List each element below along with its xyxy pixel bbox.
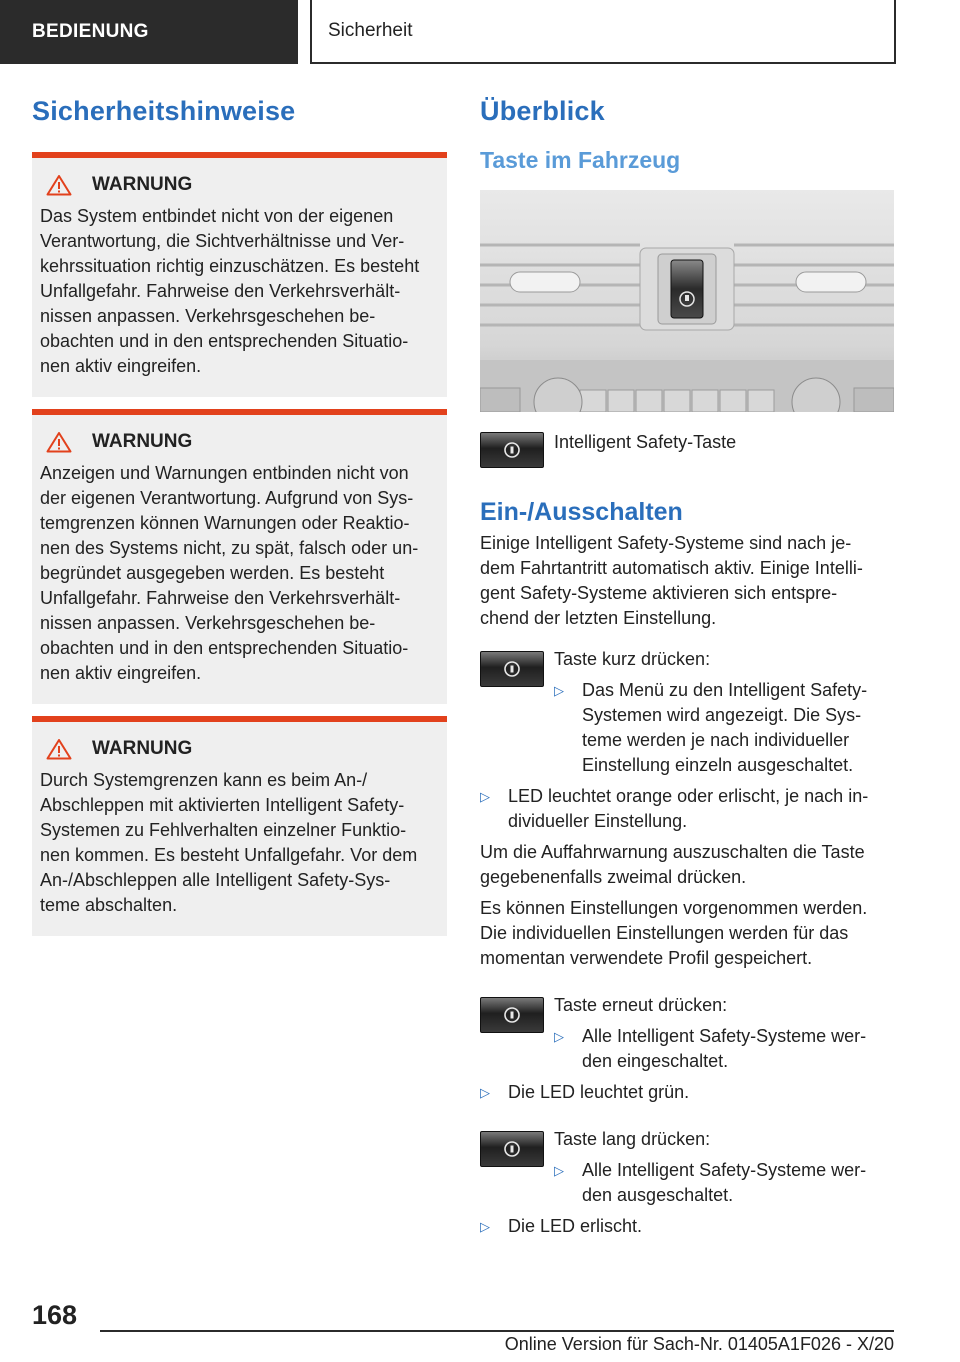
warning-box-1 bbox=[32, 152, 447, 397]
again-press-label: Taste erneut drücken: bbox=[554, 995, 728, 1015]
safety-button-icon bbox=[480, 651, 544, 687]
text-line: Einstellung einzeln ausgeschaltet. bbox=[582, 755, 854, 775]
footer-version-text: Online Version für Sach-Nr. 01405A1F026 - X/20 bbox=[504, 1334, 894, 1354]
text-line: begründet ausgegeben werden. Es besteht bbox=[40, 563, 385, 583]
text-line: dividueller Einstellung. bbox=[508, 811, 688, 831]
safety-button-icon bbox=[480, 1131, 544, 1167]
footer-divider bbox=[100, 1330, 894, 1332]
bullet-triangle-icon: ▷ bbox=[480, 789, 490, 804]
bullet-text bbox=[582, 678, 867, 778]
header-chapter-label: Sicherheit bbox=[328, 20, 413, 41]
text-line: nen aktiv eingreifen. bbox=[40, 663, 202, 683]
text-line: Das Menü zu den Intelligent Safety- bbox=[582, 680, 868, 700]
text-line: Alle Intelligent Safety-Systeme wer- bbox=[582, 1026, 867, 1046]
warning-triangle-icon bbox=[46, 174, 72, 196]
list-item bbox=[554, 1024, 866, 1074]
text-line: Unfallgefahr. Fahrweise den Verkehrsverhält- bbox=[40, 281, 401, 301]
text-line: Das System entbindet nicht von der eigenen bbox=[40, 206, 394, 226]
text-line: nen kommen. Es besteht Unfallgefahr. Vor dem bbox=[40, 845, 418, 865]
text-line: An-/Abschleppen alle Intelligent Safety-Sys- bbox=[40, 870, 391, 890]
text-line: nen des Systems nicht, zu spät, falsch oder un- bbox=[40, 538, 419, 558]
page-number: 168 bbox=[32, 1300, 78, 1330]
text-line: Um die Auffahrwarnung auszuschalten die Taste bbox=[480, 842, 865, 862]
bullet-triangle-icon: ▷ bbox=[554, 1163, 564, 1178]
text-line: Systemen wird angezeigt. Die Sys- bbox=[582, 705, 862, 725]
left-column bbox=[32, 96, 447, 936]
warning-triangle-icon bbox=[46, 738, 72, 760]
text-line: den ausgeschaltet. bbox=[582, 1185, 734, 1205]
intro-paragraph bbox=[480, 531, 894, 631]
text-line: teme abschalten. bbox=[40, 895, 178, 915]
text-line: nen aktiv eingreifen. bbox=[40, 356, 202, 376]
warning-text bbox=[40, 461, 439, 686]
text-line: nissen anpassen. Verkehrsgeschehen be- bbox=[40, 306, 376, 326]
paragraph bbox=[480, 896, 894, 971]
warning-label: WARNUNG bbox=[92, 174, 193, 195]
subsection-title-button: Taste im Fahrzeug bbox=[480, 147, 681, 173]
header-section bbox=[0, 0, 298, 64]
warning-label: WARNUNG bbox=[92, 431, 193, 452]
bullet-triangle-icon: ▷ bbox=[554, 1029, 564, 1044]
safety-button-icon bbox=[480, 432, 544, 468]
long-press-block bbox=[480, 1127, 894, 1208]
button-caption-row bbox=[480, 428, 894, 468]
text-line: obachten und in den entsprechenden Situatio- bbox=[40, 638, 409, 658]
right-column bbox=[480, 96, 894, 1239]
text-line: momentan verwendete Profil gespeichert. bbox=[480, 948, 813, 968]
list-item bbox=[480, 1214, 894, 1239]
warning-head bbox=[40, 174, 439, 196]
text-line: gent Safety-Systeme aktivieren sich entspre- bbox=[480, 583, 838, 603]
text-line: Es können Einstellungen vorgenommen werden. bbox=[480, 898, 868, 918]
long-press-content bbox=[554, 1127, 866, 1208]
header-chapter bbox=[310, 0, 896, 64]
warning-head bbox=[40, 431, 439, 453]
text-line: Die individuellen Einstellungen werden für das bbox=[480, 923, 849, 943]
text-line: nissen anpassen. Verkehrsgeschehen be- bbox=[40, 613, 376, 633]
text-line: dem Fahrtantritt automatisch aktiv. Einige Intelli- bbox=[480, 558, 863, 578]
header-section-label: BEDIENUNG bbox=[32, 21, 149, 42]
console-photo-graphic bbox=[480, 190, 894, 412]
subsection-title-onoff: Ein-/Ausschalten bbox=[480, 498, 683, 526]
bullet-text: Die LED leuchtet grün. bbox=[508, 1082, 690, 1102]
text-line: kehrssituation richtig einzuschätzen. Es besteht bbox=[40, 256, 420, 276]
text-line: Alle Intelligent Safety-Systeme wer- bbox=[582, 1160, 867, 1180]
warning-box-2 bbox=[32, 409, 447, 704]
paragraph bbox=[480, 840, 894, 890]
safety-button-icon bbox=[480, 997, 544, 1033]
text-line: temgrenzen können Warnungen oder Reaktio- bbox=[40, 513, 410, 533]
text-line: Unfallgefahr. Fahrweise den Verkehrsverhält- bbox=[40, 588, 401, 608]
again-press-content bbox=[554, 993, 866, 1074]
text-line: Verantwortung, die Sichtverhältnisse und Ver- bbox=[40, 231, 405, 251]
bullet-text bbox=[508, 784, 868, 834]
bullet-text bbox=[582, 1158, 866, 1208]
section-title-overview: Überblick bbox=[480, 96, 605, 126]
section-title-safety: Sicherheitshinweise bbox=[32, 96, 296, 126]
list-item bbox=[480, 784, 894, 834]
warning-text bbox=[40, 204, 439, 379]
bullet-triangle-icon: ▷ bbox=[554, 683, 564, 698]
text-line: den eingeschaltet. bbox=[582, 1051, 729, 1071]
warning-label: WARNUNG bbox=[92, 738, 193, 759]
list-item bbox=[554, 1158, 866, 1208]
text-line: LED leuchtet orange oder erlischt, je nach in- bbox=[508, 786, 869, 806]
text-line: teme werden je nach individueller bbox=[582, 730, 850, 750]
warning-triangle-icon bbox=[46, 431, 72, 453]
text-line: obachten und in den entsprechenden Situatio- bbox=[40, 331, 409, 351]
long-press-label: Taste lang drücken: bbox=[554, 1129, 711, 1149]
list-item bbox=[480, 1080, 894, 1105]
warning-head bbox=[40, 738, 439, 760]
again-press-block bbox=[480, 993, 894, 1074]
text-line: der eigenen Verantwortung. Aufgrund von Sys- bbox=[40, 488, 414, 508]
text-line: Anzeigen und Warnungen entbinden nicht von bbox=[40, 463, 409, 483]
text-line: Einige Intelligent Safety-Systeme sind nach je- bbox=[480, 533, 852, 553]
bullet-text bbox=[582, 1024, 866, 1074]
list-item bbox=[554, 678, 867, 778]
text-line: Systemen zu Fehlverhalten einzelner Funktio- bbox=[40, 820, 407, 840]
bullet-triangle-icon: ▷ bbox=[480, 1219, 490, 1234]
bullet-text: Die LED erlischt. bbox=[508, 1216, 643, 1236]
console-photo bbox=[480, 190, 894, 412]
text-line: chend der letzten Einstellung. bbox=[480, 608, 717, 628]
short-press-content bbox=[554, 647, 867, 778]
warning-text bbox=[40, 768, 439, 918]
text-line: gegebenenfalls zweimal drücken. bbox=[480, 867, 747, 887]
short-press-block bbox=[480, 647, 894, 778]
button-caption: Intelligent Safety-Taste bbox=[554, 432, 737, 452]
text-line: Abschleppen mit aktivierten Intelligent Safety- bbox=[40, 795, 405, 815]
text-line: Durch Systemgrenzen kann es beim An-/ bbox=[40, 770, 368, 790]
warning-box-3 bbox=[32, 716, 447, 936]
short-press-label: Taste kurz drücken: bbox=[554, 649, 711, 669]
bullet-triangle-icon: ▷ bbox=[480, 1085, 490, 1100]
